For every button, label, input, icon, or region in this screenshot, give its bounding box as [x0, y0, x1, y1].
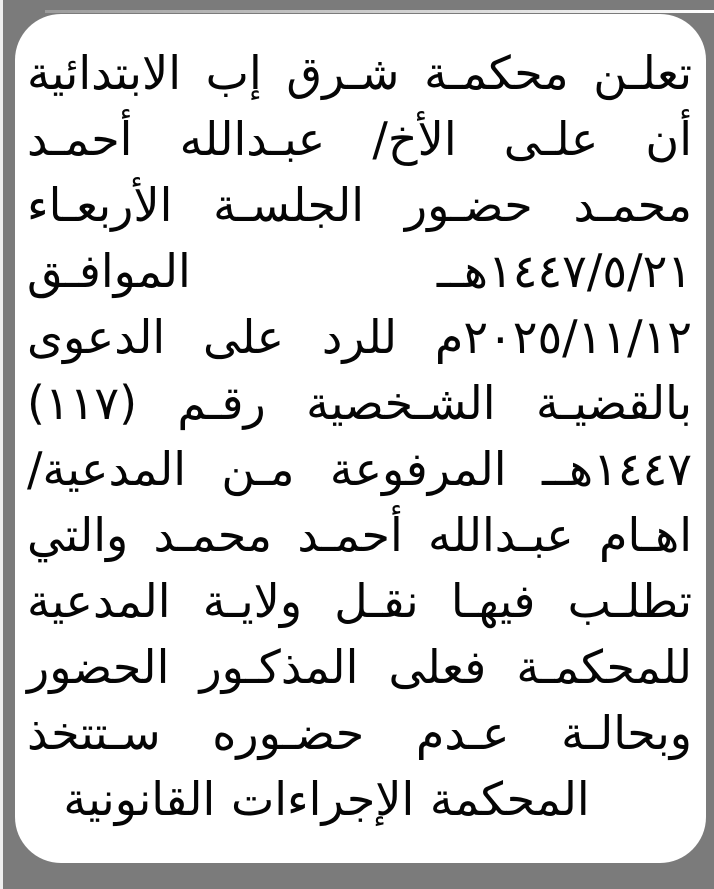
scan-artifact-left-line	[0, 0, 3, 889]
notice-line-11: وبحالـة عـدم حضـوره سـتتخذ	[27, 706, 692, 760]
notice-line-8: اهـام عبـدالله أحمـد محمـد والتي	[27, 508, 692, 562]
notice-line-3: محمـد حضـور الجلسـة الأربعـاء	[27, 178, 692, 232]
notice-line-6: بالقضيـة الشـخصية رقـم (١١٧)	[27, 376, 692, 430]
notice-line-1: تعلـن محكمـة شـرق إب الابتدائية	[27, 46, 692, 100]
notice-line-7: ١٤٤٧هــ المرفوعة مـن المدعية/	[27, 442, 692, 496]
notice-line-9: تطلـب فيهـا نقـل ولايـة المدعية	[27, 574, 692, 628]
notice-line-10: للمحكمـة فعلى المذكـور الحضور	[27, 640, 692, 694]
notice-card	[15, 14, 706, 863]
notice-line-4: ١٤٤٧/٥/٢١هــ الموافـق	[27, 244, 692, 298]
notice-line-2: أن علـى الأخ/ عبـدالله أحمـد	[27, 112, 692, 166]
scan-artifact-top-line	[45, 10, 714, 13]
notice-line-5: ٢٠٢٥/١١/١٢م للرد على الدعوى	[27, 310, 692, 364]
notice-line-12: المحكمة الإجراءات القانونية	[63, 772, 590, 826]
